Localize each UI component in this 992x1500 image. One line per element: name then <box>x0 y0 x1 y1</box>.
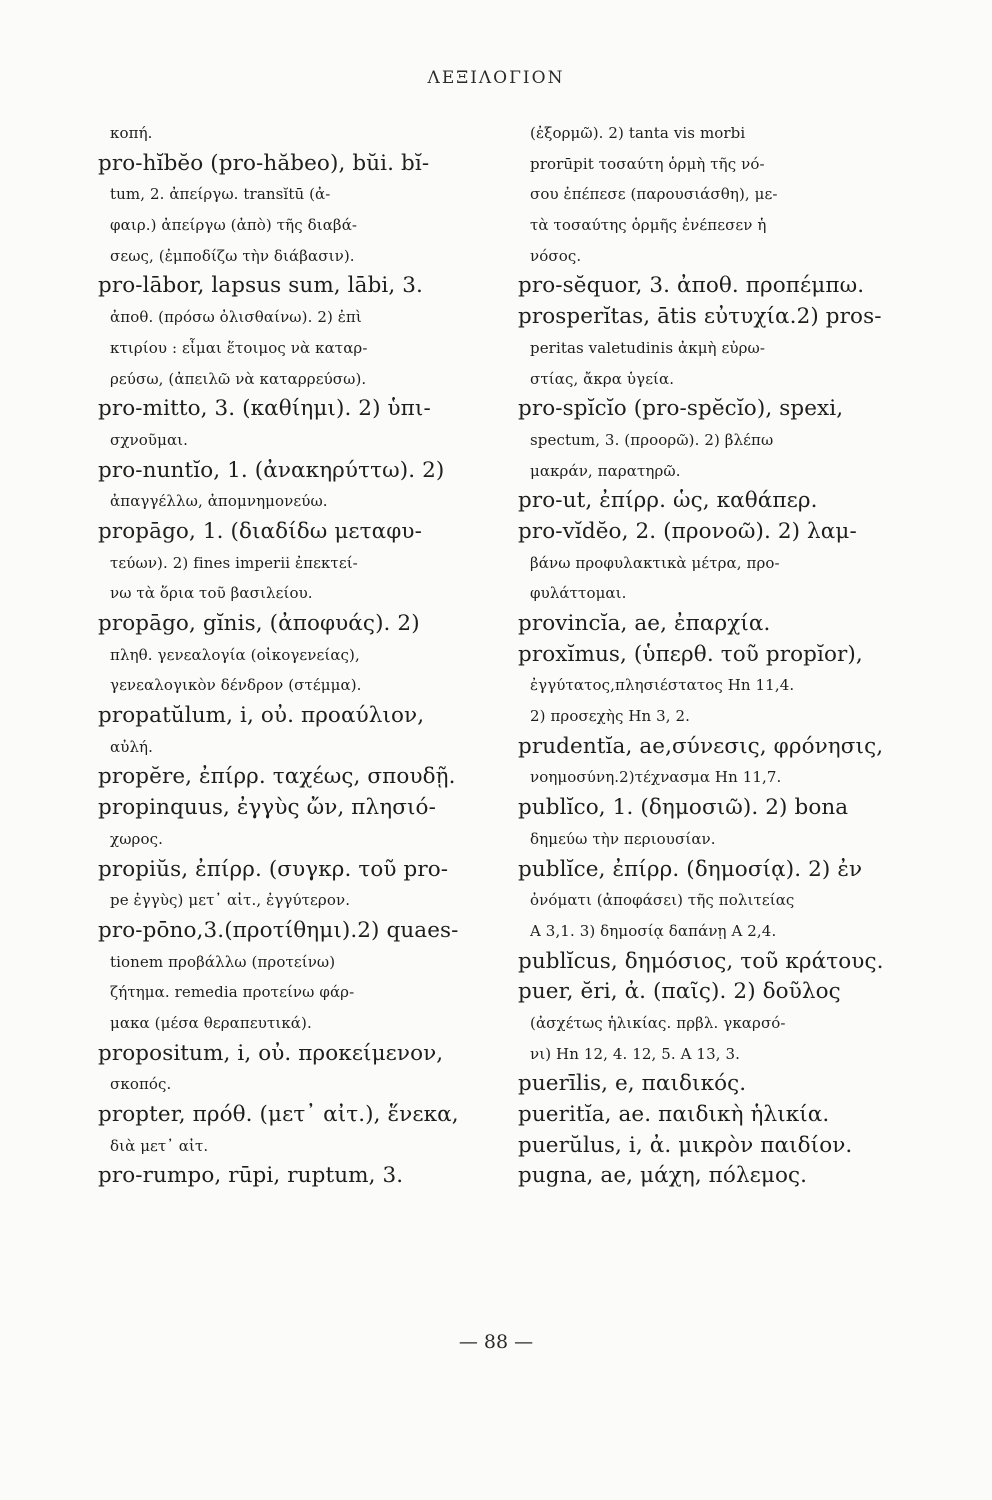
page-number: — 88 — <box>458 1331 534 1353</box>
entry-continuation-line: (ἀσχέτως ἡλικίας. πρβλ. γκαρσό- <box>530 1013 786 1032</box>
entry-headword-line: pro-mitto, 3. (καθίημι). 2) ὑπι- <box>98 396 431 422</box>
entry-headword-line: propter, πρόθ. (μετ᾽ αἰτ.), ἕνεκα, <box>98 1102 459 1127</box>
entry-continuation-line: tum, 2. ἀπείργω. transĭtū (ἀ- <box>110 185 331 204</box>
entry-continuation-line: A 3,1. 3) δημοσίᾳ δαπάνῃ A 2,4. <box>530 921 777 940</box>
entry-continuation-line: νοημοσύνη.2)τέχνασμα Hn 11,7. <box>530 768 782 787</box>
entry-continuation-line: χωρος. <box>110 829 163 848</box>
entry-headword-line: propinquus, ἐγγὺς ὤν, πλησιό- <box>98 795 436 821</box>
entry-headword-line: proxĭmus, (ὑπερθ. τοῦ propĭor), <box>518 641 863 667</box>
entry-continuation-line: ρεύσω, (ἀπειλῶ νὰ καταρρεύσω). <box>110 369 367 388</box>
entry-continuation-line: μακράν, παρατηρῶ. <box>530 461 681 480</box>
entry-continuation-line: βάνω προφυλακτικὰ μέτρα, προ- <box>530 553 780 572</box>
entry-continuation-line: (ἐξορμῶ). 2) tanta vis morbi <box>530 124 746 142</box>
entry-continuation-line: αὐλή. <box>110 737 154 756</box>
entry-continuation-line: ἀποθ. (πρόσω ὀλισθαίνω). 2) ἐπὶ <box>110 308 362 327</box>
entry-headword-line: pro-ut, ἐπίρρ. ὡς, καθάπερ. <box>518 488 818 514</box>
entry-headword-line: propāgo, 1. (διαδίδω μεταφυ- <box>98 518 422 544</box>
entry-continuation-line: κοπή. <box>110 124 153 142</box>
entry-continuation-line: διὰ μετ᾽ αἰτ. <box>110 1136 209 1155</box>
entry-headword-line: publĭce, ἐπίρρ. (δημοσίᾳ). 2) ἐν <box>518 856 863 882</box>
entry-continuation-line: ἐγγύτατος,πλησιέστατος Hn 11,4. <box>530 676 795 695</box>
entry-continuation-line: σκοπός. <box>110 1075 172 1094</box>
entry-headword-line: pro-lābor, lapsus sum, lābi, 3. <box>98 273 423 299</box>
entry-continuation-line: φαιρ.) ἀπείργω (ἀπὸ) τῆς διαβά- <box>110 216 358 235</box>
entry-headword-line: puerīlis, e, παιδικός. <box>518 1071 747 1097</box>
entry-continuation-line: μακα (μέσα θεραπευτικά). <box>110 1013 312 1032</box>
entry-continuation-line: spectum, 3. (προορῶ). 2) βλέπω <box>530 430 774 449</box>
entry-headword-line: propĕre, ἐπίρρ. ταχέως, σπουδῇ. <box>98 764 456 790</box>
entry-headword-line: prudentĭa, ae,σύνεσις, φρόνησις, <box>518 733 884 759</box>
entry-headword-line: propāgo, gĭnis, (ἀποφυάς). 2) <box>98 611 420 636</box>
entry-continuation-line: στίας, ἄκρα ὑγεία. <box>530 369 675 388</box>
entry-headword-line: propatŭlum, i, οὐ. προαύλιον, <box>98 703 425 729</box>
entry-continuation-line: ὀνόματι (ἀποφάσει) τῆς πολιτείας <box>530 891 795 910</box>
running-head: ΛΕΞΙΛΟΓΙΟΝ <box>427 68 565 88</box>
entry-headword-line: propiŭs, ἐπίρρ. (συγκρ. τοῦ pro- <box>98 856 449 882</box>
entry-headword-line: publĭcus, δημόσιος, τοῦ κράτους. <box>518 948 884 974</box>
entry-continuation-line: δημεύω τὴν περιουσίαν. <box>530 829 716 848</box>
entry-continuation-line: ζήτημα. remedia προτείνω φάρ- <box>110 983 355 1002</box>
entry-headword-line: pro-vĭdĕo, 2. (προνοῶ). 2) λαμ- <box>518 518 857 544</box>
entry-headword-line: puer, ĕri, ἀ. (παῖς). 2) δοῦλος <box>518 979 841 1005</box>
entry-headword-line: publĭco, 1. (δημοσιῶ). 2) bona <box>518 795 849 821</box>
entry-headword-line: puerŭlus, i, ἀ. μικρὸν παιδίον. <box>518 1132 853 1158</box>
entry-headword-line: provincĭa, ae, ἐπαρχία. <box>518 611 771 636</box>
entry-continuation-line: τεύων). 2) fines imperii ἐπεκτεί- <box>110 553 358 572</box>
entry-continuation-line: σχνοῦμαι. <box>110 430 189 449</box>
left-column <box>98 118 496 1192</box>
entry-headword-line: pro-sĕquor, 3. ἀποθ. προπέμπω. <box>518 273 865 299</box>
entry-headword-line: pro-spĭcĭo (pro-spĕcĭo), spexi, <box>518 396 844 422</box>
entry-continuation-line: νω τὰ ὅρια τοῦ βασιλείου. <box>110 584 313 603</box>
entry-continuation-line: πληθ. γενεαλογία (οἰκογενείας), <box>110 645 360 664</box>
entry-headword-line: propositum, i, οὐ. προκείμενον, <box>98 1040 444 1066</box>
entry-continuation-line: γενεαλογικὸν δένδρον (στέμμα). <box>110 676 362 695</box>
entry-continuation-line: pe ἐγγὺς) μετ᾽ αἰτ., ἐγγύτερον. <box>110 891 351 910</box>
entry-headword-line: prosperĭtas, ātis εὐτυχία.2) pros- <box>518 304 882 330</box>
entry-continuation-line: 2) προσεχὴς Hn 3, 2. <box>530 707 691 726</box>
entry-continuation-line: σεως, (ἐμποδίζω τὴν διάβασιν). <box>110 246 355 265</box>
entry-headword-line: pugna, ae, μάχη, πόλεμος. <box>518 1163 808 1189</box>
entry-headword-line: pro-pōno,3.(προτίθημι).2) quaes- <box>98 917 459 943</box>
entry-continuation-line: νι) Hn 12, 4. 12, 5. A 13, 3. <box>530 1044 740 1063</box>
entry-headword-line: pueritĭa, ae. παιδικὴ ἡλικία. <box>518 1102 830 1127</box>
entry-continuation-line: κτιρίου : εἶμαι ἕτοιμος νὰ καταρ- <box>110 338 368 357</box>
entry-headword-line: pro-rumpo, rūpi, ruptum, 3. <box>98 1163 404 1189</box>
entry-continuation-line: φυλάττομαι. <box>530 584 627 603</box>
entry-continuation-line: τὰ τοσαύτης ὁρμῆς ἐνέπεσεν ἡ <box>530 216 767 235</box>
entry-continuation-line: σου ἐπέπεσε (παρουσιάσθη), με- <box>530 185 778 204</box>
entry-continuation-line: ἀπαγγέλλω, ἀπομνημονεύω. <box>110 492 328 511</box>
entry-headword-line: pro-hĭbĕo (pro-hăbeo), bŭi. bĭ- <box>98 150 430 176</box>
entry-continuation-line: peritas valetudinis ἀκμὴ εὐρω- <box>530 338 766 357</box>
right-column <box>518 118 928 1192</box>
entry-continuation-line: prorūpit τοσαύτη ὁρμὴ τῆς νό- <box>530 154 765 173</box>
entry-continuation-line: νόσος. <box>530 246 582 265</box>
entry-continuation-line: tionem προβάλλω (προτείνω) <box>110 952 336 971</box>
entry-headword-line: pro-nuntĭo, 1. (ἀνακηρύττω). 2) <box>98 457 445 483</box>
